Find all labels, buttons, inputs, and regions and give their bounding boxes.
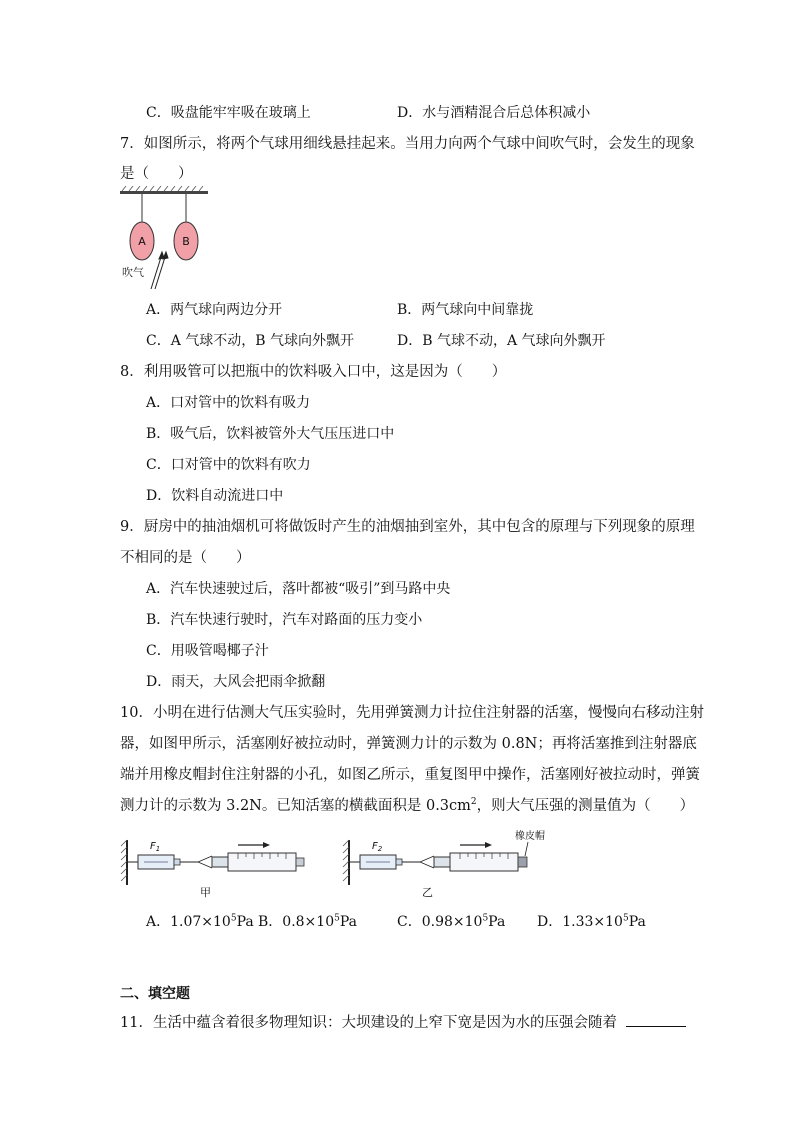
q7-balloon-figure bbox=[118, 186, 210, 292]
q10-stem-line1: 10．小明在进行估测大气压实验时，先用弹簧测力计拉住注射器的活塞，慢慢向右移动注射 bbox=[120, 705, 704, 721]
q7-option-c: C．A 气球不动，B 气球向外飘开 bbox=[146, 333, 355, 349]
q11-stem-line bbox=[120, 1012, 686, 1033]
q9-option-c: C．用吸管喝椰子汁 bbox=[146, 643, 269, 659]
force-f1-label: $F_1$ bbox=[150, 841, 161, 853]
force-f2-label: $F_2$ bbox=[372, 841, 383, 853]
q9-option-b: B．汽车快速行驶时，汽车对路面的压力变小 bbox=[146, 612, 423, 628]
q10-option-d-unit: Pa bbox=[628, 914, 646, 930]
figure-jia-caption: 甲 bbox=[200, 886, 211, 899]
q10-option-d-base: D．1.33×10 bbox=[537, 914, 623, 930]
q8-stem: 8．利用吸管可以把瓶中的饮料吸入口中，这是因为（ ） bbox=[120, 364, 507, 380]
q7-option-b: B．两气球向中间靠拢 bbox=[397, 302, 534, 318]
q10-option-c-unit: Pa bbox=[488, 914, 506, 930]
q10-option-d-exp: 5 bbox=[622, 913, 629, 924]
q10-option-a bbox=[146, 912, 254, 932]
section-title-fill-blank: 二、填空题 bbox=[120, 986, 190, 1002]
figure-yi-caption: 乙 bbox=[422, 886, 433, 899]
q10-option-b-unit: Pa bbox=[339, 914, 357, 930]
q9-stem-line1: 9．厨房中的抽油烟机可将做饭时产生的油烟抽到室外，其中包含的原理与下列现象的原理 bbox=[120, 519, 695, 535]
q10-area-exponent: 2 bbox=[470, 797, 477, 808]
q6-option-c: C．吸盘能牢牢吸在玻璃上 bbox=[146, 105, 311, 121]
balloon-a-label: A bbox=[138, 235, 146, 248]
q8-option-a: A．口对管中的饮料有吸力 bbox=[146, 395, 311, 411]
rubber-cap-label: 橡皮帽 bbox=[515, 831, 545, 842]
q10-stem-line3: 端并用橡皮帽封住注射器的小孔，如图乙所示，重复图甲中操作，活塞刚好被拉动时，弹簧 bbox=[120, 767, 700, 783]
q7-stem-line1: 7．如图所示，将两个气球用细线悬挂起来。当用力向两个气球中间吹气时，会发生的现象 bbox=[120, 136, 695, 152]
q11-answer-blank[interactable] bbox=[626, 1012, 686, 1027]
q10-stem-line4 bbox=[120, 796, 694, 816]
q9-stem-line2: 不相同的是（ ） bbox=[120, 550, 251, 566]
q10-option-b bbox=[258, 912, 357, 932]
q10-option-c bbox=[397, 912, 505, 932]
q10-stem-line2: 器，如图甲所示，活塞刚好被拉动时，弹簧测力计的示数为 0.8N；再将活塞推到注射器底 bbox=[120, 736, 697, 752]
blow-arrows bbox=[151, 252, 168, 289]
q10-figure-yi bbox=[342, 826, 552, 900]
q10-option-c-base: C．0.98×10 bbox=[397, 914, 483, 930]
q8-option-d: D．饮料自动流进口中 bbox=[146, 488, 284, 504]
q8-option-b: B．吸气后，饮料被管外大气压压进口中 bbox=[146, 426, 395, 442]
ceiling-hatch bbox=[122, 186, 203, 191]
q7-option-a: A．两气球向两边分开 bbox=[146, 302, 283, 318]
q8-option-c: C．口对管中的饮料有吹力 bbox=[146, 457, 311, 473]
q10-option-b-exp: 5 bbox=[334, 913, 340, 924]
q10-option-d bbox=[537, 912, 646, 932]
q9-option-d: D．雨天，大风会把雨伞掀翻 bbox=[146, 674, 326, 690]
rubber-cap bbox=[518, 857, 527, 867]
q10-option-c-exp: 5 bbox=[482, 913, 489, 924]
ceiling-bar bbox=[120, 191, 208, 194]
q10-stem-line4-pre: 测力计的示数为 3.2N。已知活塞的横截面积是 0.3cm bbox=[120, 798, 471, 814]
q10-option-b-base: B．0.8×10 bbox=[258, 914, 335, 930]
syringe-plunger-yi bbox=[434, 857, 450, 867]
q10-stem-line4-post: ，则大气压强的测量值为（ ） bbox=[476, 798, 695, 814]
q10-option-a-unit: Pa bbox=[236, 914, 254, 930]
q6-option-d: D．水与酒精混合后总体积减小 bbox=[397, 105, 591, 121]
q10-figure-jia bbox=[120, 830, 310, 900]
q11-stem: 11．生活中蕴含着很多物理知识：大坝建设的上窄下宽是因为水的压强会随着 bbox=[120, 1015, 617, 1031]
balloon-b-label: B bbox=[182, 235, 190, 248]
q7-stem-line2: 是（ ） bbox=[120, 166, 193, 182]
q9-option-a: A．汽车快速驶过后，落叶都被“吸引”到马路中央 bbox=[146, 581, 451, 597]
blow-label: 吹气 bbox=[122, 266, 144, 279]
q10-option-a-exp: 5 bbox=[230, 913, 237, 924]
q7-option-d: D．B 气球不动，A 气球向外飘开 bbox=[397, 333, 606, 349]
syringe-plunger-jia bbox=[212, 857, 228, 867]
q10-option-a-base: A．1.07×10 bbox=[146, 914, 231, 930]
